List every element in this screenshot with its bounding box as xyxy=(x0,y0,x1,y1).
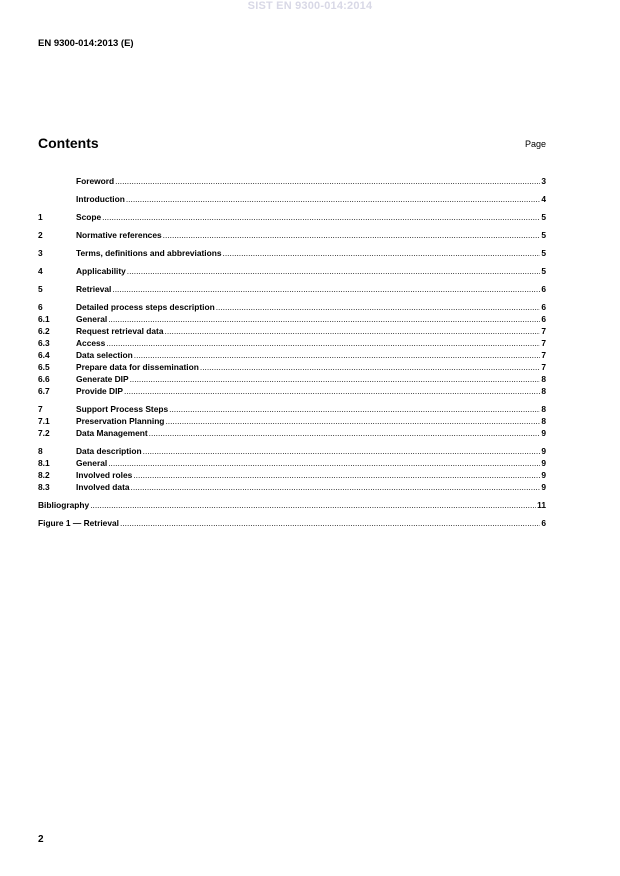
toc-entry-title: General xyxy=(76,314,108,324)
toc-entry[interactable] xyxy=(38,265,546,277)
toc-entry-title: Detailed process steps description xyxy=(76,302,215,312)
page-number: 2 xyxy=(38,834,44,845)
toc-entry[interactable] xyxy=(38,427,546,439)
toc-leader-dots xyxy=(106,337,540,349)
toc-leader-dots xyxy=(102,211,540,223)
toc-entry-title: General xyxy=(76,458,108,468)
toc-entry-title: Bibliography xyxy=(38,500,90,510)
toc-leader-dots xyxy=(115,175,540,187)
toc-entry-title: Data description xyxy=(76,446,142,456)
toc-entry-title: Generate DIP xyxy=(76,374,129,384)
toc-entry-title: Figure 1 — Retrieval xyxy=(38,518,119,528)
contents-heading: Contents xyxy=(38,135,99,151)
watermark: SIST EN 9300-014:2014 xyxy=(247,0,373,12)
toc-entry-page: 4 xyxy=(541,194,546,204)
toc-entry-page: 5 xyxy=(541,266,546,276)
toc-entry-title: Provide DIP xyxy=(76,386,124,396)
toc-entry-page: 11 xyxy=(537,500,546,510)
toc-entry-number: 6.6 xyxy=(38,374,50,384)
toc-entry-title: Foreword xyxy=(76,176,115,186)
toc-entry[interactable] xyxy=(38,313,546,325)
toc-leader-dots xyxy=(108,457,540,469)
toc-entry-number: 6.5 xyxy=(38,362,50,372)
toc-entry-number: 6.7 xyxy=(38,386,50,396)
toc-entry-title: Data Management xyxy=(76,428,148,438)
toc-entry-page: 9 xyxy=(541,470,546,480)
toc-entry-number: 6 xyxy=(38,302,43,312)
toc-leader-dots xyxy=(143,445,541,457)
toc-entry[interactable] xyxy=(38,325,546,337)
toc-entry-number: 1 xyxy=(38,212,43,222)
toc-leader-dots xyxy=(149,427,541,439)
toc-entry-page: 8 xyxy=(541,416,546,426)
toc-entry-page: 5 xyxy=(541,248,546,258)
toc-leader-dots xyxy=(112,283,540,295)
toc-entry-title: Involved data xyxy=(76,482,130,492)
toc-entry[interactable] xyxy=(38,193,546,205)
toc-entry[interactable] xyxy=(38,283,546,295)
toc-entry[interactable] xyxy=(38,373,546,385)
toc-entry[interactable] xyxy=(38,361,546,373)
toc-entry-page: 7 xyxy=(541,338,546,348)
toc-leader-dots xyxy=(127,265,541,277)
toc-entry-page: 3 xyxy=(541,176,546,186)
toc-entry[interactable] xyxy=(38,499,546,511)
toc-leader-dots xyxy=(216,301,541,313)
toc-entry-number: 6.1 xyxy=(38,314,50,324)
toc-leader-dots xyxy=(165,415,540,427)
toc-entry-number: 4 xyxy=(38,266,43,276)
toc-entry-page: 9 xyxy=(541,446,546,456)
toc-entry-page: 7 xyxy=(541,326,546,336)
toc-leader-dots xyxy=(90,499,536,511)
toc-leader-dots xyxy=(126,193,540,205)
toc-leader-dots xyxy=(169,403,540,415)
toc-leader-dots xyxy=(200,361,540,373)
toc-entry-number: 8.1 xyxy=(38,458,50,468)
toc-entry[interactable] xyxy=(38,349,546,361)
toc-entry-page: 6 xyxy=(541,518,546,528)
toc-entry-number: 8.2 xyxy=(38,470,50,480)
toc-entry[interactable] xyxy=(38,175,546,187)
toc-entry-page: 8 xyxy=(541,374,546,384)
toc-entry-title: Terms, definitions and abbreviations xyxy=(76,248,222,258)
toc-entry-number: 3 xyxy=(38,248,43,258)
toc-entry[interactable] xyxy=(38,457,546,469)
toc-entry-title: Normative references xyxy=(76,230,162,240)
toc-entry[interactable] xyxy=(38,481,546,493)
toc-leader-dots xyxy=(163,229,541,241)
toc-entry-number: 5 xyxy=(38,284,43,294)
toc-entry-page: 7 xyxy=(541,350,546,360)
toc-leader-dots xyxy=(108,313,540,325)
toc-entry-page: 9 xyxy=(541,428,546,438)
toc-entry[interactable] xyxy=(38,337,546,349)
toc-entry-title: Support Process Steps xyxy=(76,404,169,414)
document-id: EN 9300-014:2013 (E) xyxy=(38,38,134,49)
toc-entry-page: 5 xyxy=(541,230,546,240)
toc-entry[interactable] xyxy=(38,403,546,415)
toc-entry-title: Preservation Planning xyxy=(76,416,165,426)
toc-entry-page: 9 xyxy=(541,458,546,468)
toc-entry-number: 7 xyxy=(38,404,43,414)
toc-entry[interactable] xyxy=(38,211,546,223)
toc-leader-dots xyxy=(223,247,541,259)
toc-entry[interactable] xyxy=(38,247,546,259)
toc-entry-title: Request retrieval data xyxy=(76,326,164,336)
toc-entry-number: 6.2 xyxy=(38,326,50,336)
toc-leader-dots xyxy=(165,325,541,337)
toc-entry-number: 8 xyxy=(38,446,43,456)
toc-entry-title: Applicability xyxy=(76,266,126,276)
toc-leader-dots xyxy=(131,481,541,493)
toc-leader-dots xyxy=(133,469,540,481)
toc-entry[interactable] xyxy=(38,301,546,313)
toc-entry-number: 6.4 xyxy=(38,350,50,360)
toc-entry-number: 6.3 xyxy=(38,338,50,348)
toc-entry-page: 8 xyxy=(541,386,546,396)
toc-entry-number: 7.1 xyxy=(38,416,50,426)
toc-entry-page: 6 xyxy=(541,314,546,324)
toc-entry-page: 6 xyxy=(541,284,546,294)
table-of-contents xyxy=(38,175,546,529)
toc-entry-title: Prepare data for dissemination xyxy=(76,362,199,372)
toc-entry-title: Involved roles xyxy=(76,470,133,480)
toc-leader-dots xyxy=(134,349,541,361)
toc-entry-number: 8.3 xyxy=(38,482,50,492)
toc-entry[interactable] xyxy=(38,469,546,481)
toc-entry-number: 7.2 xyxy=(38,428,50,438)
toc-leader-dots xyxy=(120,517,540,529)
toc-figure-entry[interactable] xyxy=(38,517,546,529)
toc-entry[interactable] xyxy=(38,385,546,397)
toc-leader-dots xyxy=(130,373,541,385)
page-column-label: Page xyxy=(524,139,546,149)
toc-entry-page: 7 xyxy=(541,362,546,372)
toc-entry-title: Data selection xyxy=(76,350,133,360)
toc-entry-page: 5 xyxy=(541,212,546,222)
toc-entry-page: 6 xyxy=(541,302,546,312)
toc-entry[interactable] xyxy=(38,415,546,427)
toc-entry-title: Retrieval xyxy=(76,284,112,294)
toc-entry-page: 9 xyxy=(541,482,546,492)
toc-leader-dots xyxy=(124,385,540,397)
toc-entry-title: Access xyxy=(76,338,106,348)
toc-entry[interactable] xyxy=(38,445,546,457)
toc-entry-number: 2 xyxy=(38,230,43,240)
toc-entry[interactable] xyxy=(38,229,546,241)
toc-entry-title: Scope xyxy=(76,212,102,222)
toc-entry-page: 8 xyxy=(541,404,546,414)
toc-entry-title: Introduction xyxy=(76,194,125,204)
